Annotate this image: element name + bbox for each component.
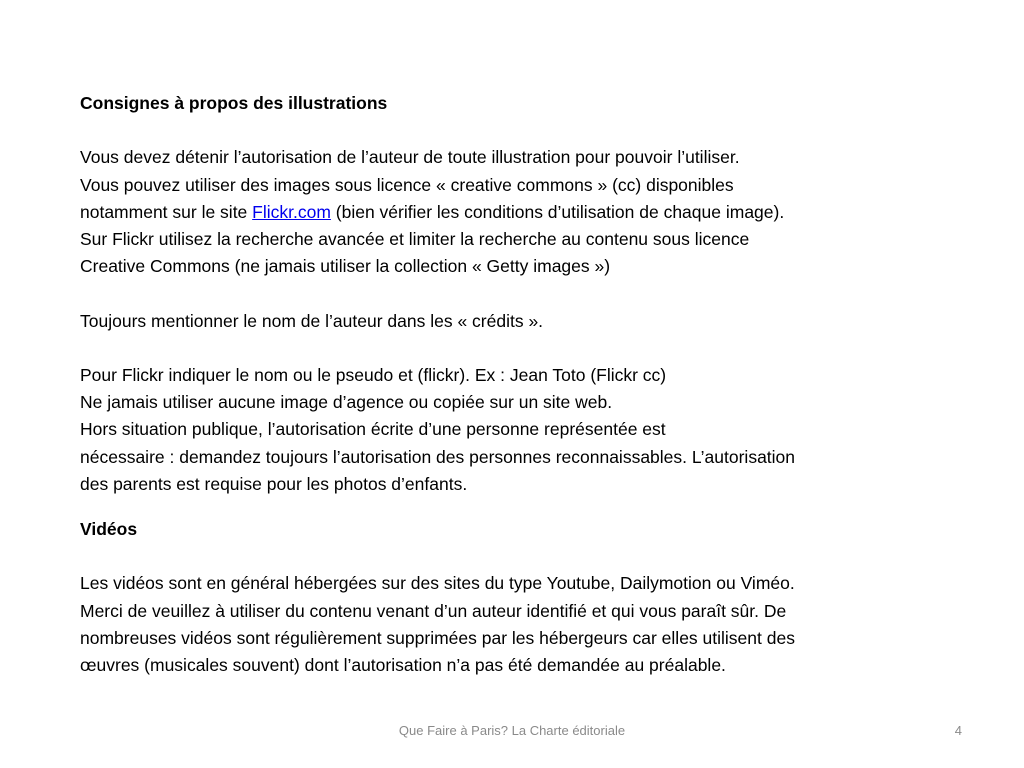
text-line: nécessaire : demandez toujours l’autorisation des personnes reconnaissables. L’autorisation	[80, 446, 796, 467]
text-line: Creative Commons (ne jamais utiliser la collection « Getty images »)	[80, 256, 611, 277]
text-line	[80, 199, 960, 226]
spacer	[80, 117, 960, 144]
text-line: Hors situation publique, l’autorisation écrite d’une personne représentée est	[80, 419, 666, 440]
flickr-link[interactable]: Flickr.com	[252, 201, 331, 222]
spacer	[80, 280, 960, 307]
spacer	[80, 335, 960, 362]
section-heading-videos: Vidéos	[80, 519, 138, 539]
text-line: Les vidéos sont en général hébergées sur des sites du type Youtube, Dailymotion ou Viméo.	[80, 573, 795, 594]
text-fragment: (bien vérifier les conditions d’utilisation de chaque image).	[330, 201, 785, 222]
text-line: œuvres (musicales souvent) dont l’autorisation n’a pas été demandée au préalable.	[80, 655, 726, 675]
text-line: Pour Flickr indiquer le nom ou le pseudo et (flickr). Ex : Jean Toto (Flickr cc)	[80, 364, 667, 385]
text-fragment: notamment sur le site	[80, 201, 253, 222]
page-number: 4	[954, 723, 962, 738]
text-line: Sur Flickr utilisez la recherche avancée et limiter la recherche au contenu sous licence	[80, 229, 750, 249]
slide-content	[80, 90, 960, 679]
section-heading-illustrations: Consignes à propos des illustrations	[80, 93, 388, 113]
spacer	[80, 543, 960, 570]
text-line: Vous pouvez utiliser des images sous licence « creative commons » (cc) disponibles	[80, 174, 734, 195]
footer-title: Que Faire à Paris? La Charte éditoriale	[398, 723, 626, 738]
text-line: Merci de veuillez à utiliser du contenu venant d’un auteur identifié et qui vous paraît sûr. De	[80, 600, 787, 621]
text-line: Toujours mentionner le nom de l’auteur dans les « crédits ».	[80, 310, 544, 331]
text-line: Ne jamais utiliser aucune image d’agence ou copiée sur un site web.	[80, 392, 613, 413]
spacer	[80, 498, 960, 516]
text-line: Vous devez détenir l’autorisation de l’auteur de toute illustration pour pouvoir l’utiliser.	[80, 147, 740, 168]
text-line: des parents est requise pour les photos d’enfants.	[80, 473, 468, 494]
text-line: nombreuses vidéos sont régulièrement supprimées par les hébergeurs car elles utilisent des	[80, 627, 795, 648]
